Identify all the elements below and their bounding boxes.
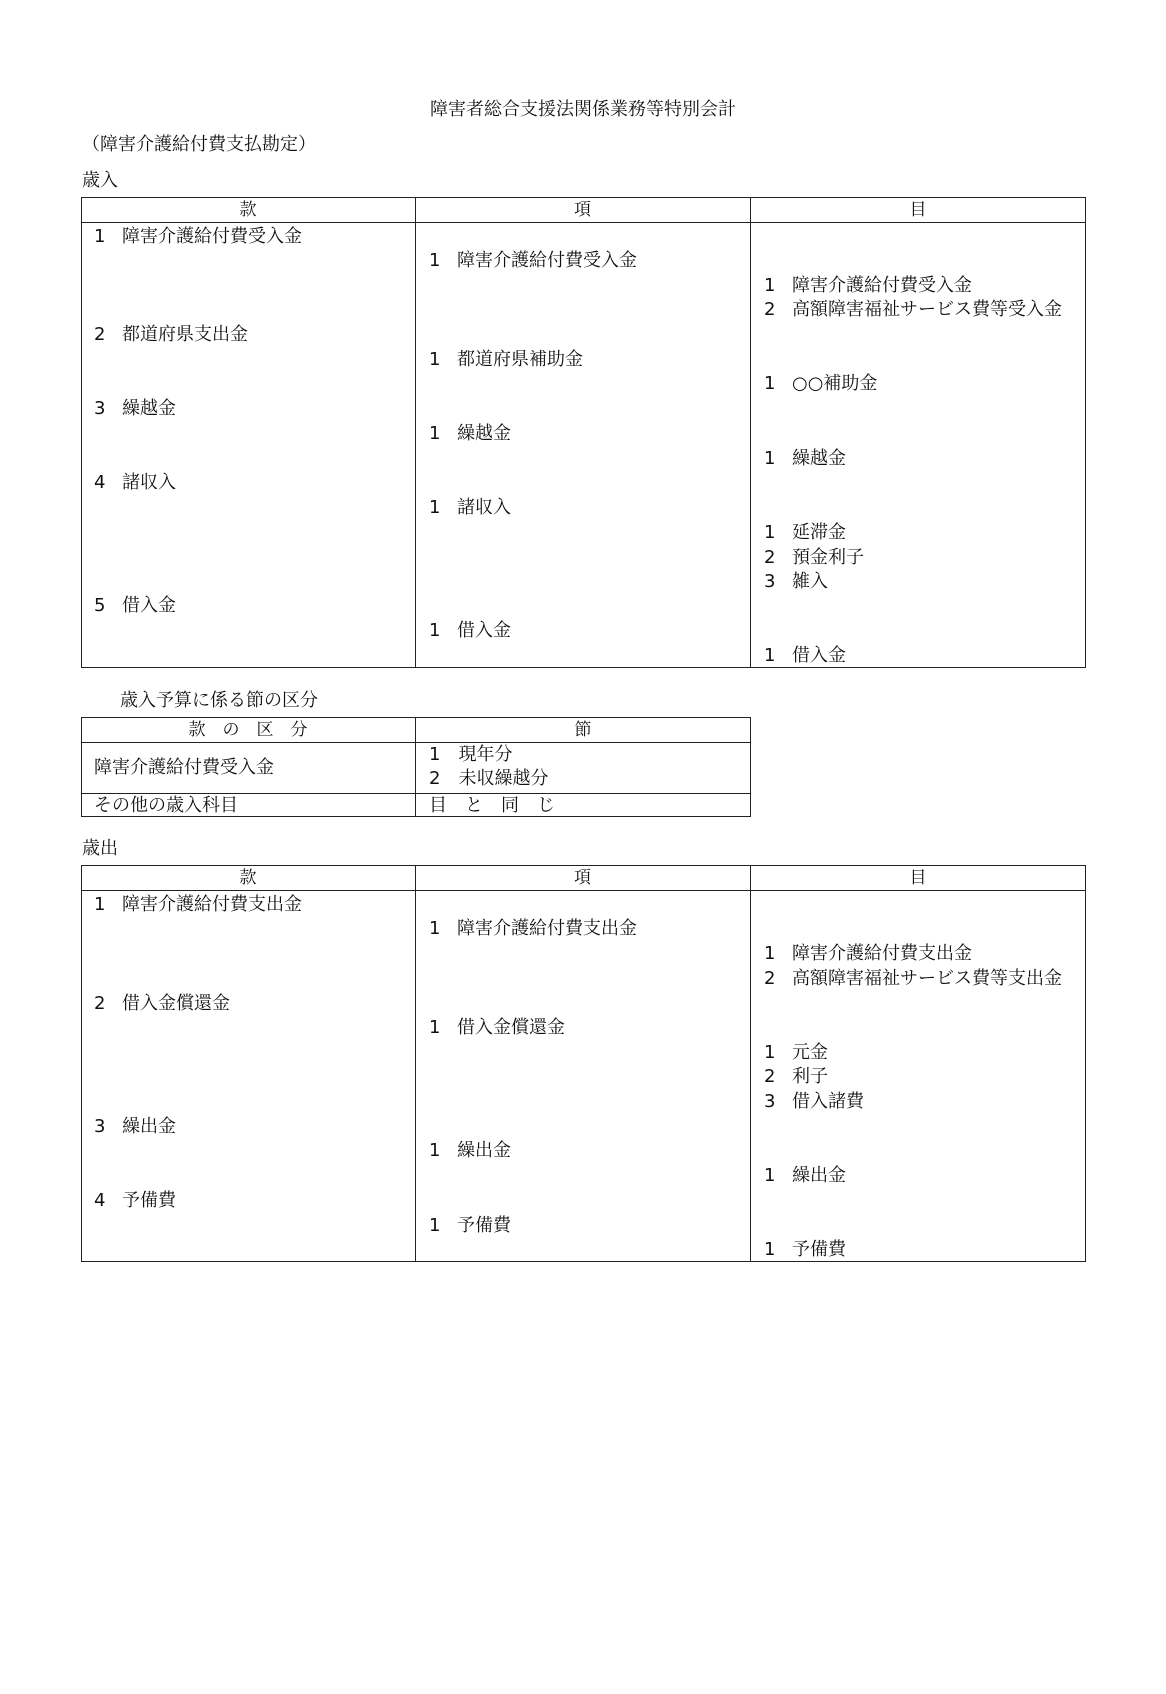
list-item: 1 繰越金 — [764, 448, 846, 469]
list-item: 2 預金利子 — [764, 547, 864, 568]
list-item: 1 元金 — [764, 1042, 828, 1063]
list-item: 3 繰出金 — [94, 1116, 176, 1137]
list-item: 1 都道府県補助金 — [429, 349, 583, 370]
list-item: 1 障害介護給付費支出金 — [764, 943, 972, 964]
setsu-item: 目 と 同 じ — [429, 795, 555, 816]
expenditure-heading: 歳出 — [82, 838, 118, 859]
list-item: 1 障害介護給付費受入金 — [94, 226, 302, 247]
list-item: 1 借入金 — [764, 645, 846, 666]
list-item: 1 予備費 — [429, 1215, 511, 1236]
revenue-header-moku: 目 — [909, 200, 927, 220]
list-item: 1 障害介護給付費支出金 — [94, 894, 302, 915]
account-name: （障害介護給付費支払勘定） — [82, 134, 316, 155]
list-item: 2 借入金償還金 — [94, 993, 230, 1014]
list-item: 2 高額障害福祉サービス費等受入金 — [764, 299, 1062, 320]
list-item: 3 繰越金 — [94, 398, 176, 419]
list-item: 3 雑入 — [764, 571, 828, 592]
list-item: 5 借入金 — [94, 595, 176, 616]
setsu-header-setsu: 節 — [574, 720, 592, 740]
list-item: 1 繰越金 — [429, 423, 511, 444]
list-item: 2 高額障害福祉サービス費等支出金 — [764, 968, 1062, 989]
revenue-heading: 歳入 — [82, 170, 118, 191]
list-item: 1 繰出金 — [429, 1140, 511, 1161]
list-item: 1 障害介護給付費受入金 — [764, 275, 972, 296]
list-item: 1 借入金償還金 — [429, 1017, 565, 1038]
setsu-kubun: 障害介護給付費受入金 — [94, 757, 274, 778]
expenditure-header-kou: 項 — [574, 868, 591, 888]
expenditure-header-kan: 款 — [239, 868, 257, 888]
list-item: 1 障害介護給付費支出金 — [429, 918, 637, 939]
list-item: 1 諸収入 — [429, 497, 511, 518]
list-item: 4 予備費 — [94, 1190, 176, 1211]
list-item: 3 借入諸費 — [764, 1091, 864, 1112]
revenue-header-kan: 款 — [239, 200, 257, 220]
list-item: 1 障害介護給付費受入金 — [429, 250, 637, 271]
list-item: 2 利子 — [764, 1066, 828, 1087]
list-item: 1 繰出金 — [764, 1165, 846, 1186]
list-item: 1 ○○補助金 — [764, 373, 878, 394]
list-item: 1 借入金 — [429, 620, 511, 641]
setsu-item: 2 未収繰越分 — [429, 768, 549, 789]
setsu-item: 1 現年分 — [429, 744, 513, 765]
list-item: 1 延滞金 — [764, 522, 846, 543]
expenditure-header-moku: 目 — [909, 868, 927, 888]
setsu-header-kubun: 款 の 区 分 — [188, 720, 308, 740]
setsu-heading: 歳入予算に係る節の区分 — [120, 690, 318, 711]
list-item: 4 諸収入 — [94, 472, 176, 493]
list-item: 2 都道府県支出金 — [94, 324, 248, 345]
list-item: 1 予備費 — [764, 1239, 846, 1260]
revenue-header-kou: 項 — [574, 200, 591, 220]
setsu-kubun: その他の歳入科目 — [94, 795, 238, 816]
page-title: 障害者総合支援法関係業務等特別会計 — [430, 99, 736, 120]
